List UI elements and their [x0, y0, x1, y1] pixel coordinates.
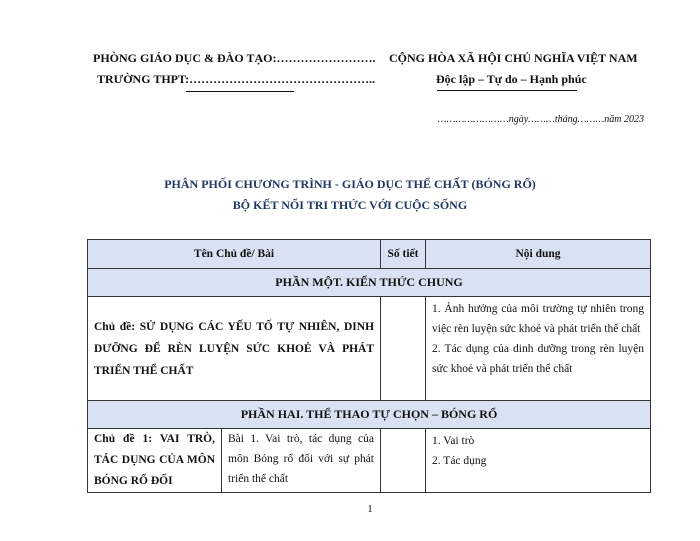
table-header-row	[88, 240, 651, 269]
school-label: TRƯỜNG THPT:………………………………………..	[97, 72, 376, 86]
topic-cell: Chủ đề: SỬ DỤNG CÁC YẾU TỐ TỰ NHIÊN, DINH DƯỠNG ĐỂ RÈN LUYỆN SỨC KHOẺ VÀ PHÁT TRIỂN THỂ CHẤT	[88, 297, 381, 401]
section-row	[88, 401, 651, 429]
section-part-one: PHẦN MỘT. KIẾN THỨC CHUNG	[88, 269, 651, 297]
page-title: PHÂN PHỐI CHƯƠNG TRÌNH - GIÁO DỤC THỂ CHẤT (BÓNG RỔ)	[164, 177, 536, 191]
motto-label: Độc lập – Tự do – Hạnh phúc	[436, 72, 587, 86]
department-label: PHÒNG GIÁO DỤC & ĐÀO TẠO:…………………….	[93, 51, 376, 65]
header-periods: Số tiết	[381, 240, 426, 269]
curriculum-table	[87, 239, 651, 493]
content-cell	[426, 429, 651, 493]
content-item: 1. Ảnh hưởng của môi trường tự nhiên trong việc rèn luyện sức khoẻ và phát triển thể chất	[432, 303, 645, 335]
page-subtitle: BỘ KẾT NỐI TRI THỨC VỚI CUỘC SỐNG	[232, 198, 468, 212]
school-underline	[186, 91, 294, 92]
periods-cell	[381, 297, 426, 401]
content-item: 2. Tác dụng của dinh dưỡng trong rèn luyện sức khoẻ và phát triển thể chất	[432, 343, 645, 375]
table-row	[88, 429, 651, 493]
header-content: Nội dung	[426, 240, 651, 269]
periods-cell	[381, 429, 426, 493]
section-row	[88, 269, 651, 297]
content-cell	[426, 297, 651, 401]
motto-underline	[437, 90, 577, 91]
lesson-cell: Bài 1. Vai trò, tác dụng của môn Bóng rổ đối với sự phát triển thể chất	[222, 429, 381, 493]
table-row	[88, 297, 651, 401]
page-number: 1	[367, 503, 373, 515]
republic-label: CỘNG HÒA XÃ HỘI CHỦ NGHĨA VIỆT NAM	[389, 51, 638, 65]
date-line: ……………………ngày………tháng………năm 2023	[437, 114, 644, 125]
content-item: 2. Tác dụng	[432, 455, 487, 467]
section-part-two: PHẦN HAI. THỂ THAO TỰ CHỌN – BÓNG RỔ	[88, 401, 651, 429]
header-topic: Tên Chủ đề/ Bài	[88, 240, 381, 269]
content-item: 1. Vai trò	[432, 435, 475, 447]
topic-cell: Chủ đề 1: VAI TRÒ, TÁC DỤNG CỦA MÔN BÓNG RỔ ĐỐI	[88, 429, 222, 493]
